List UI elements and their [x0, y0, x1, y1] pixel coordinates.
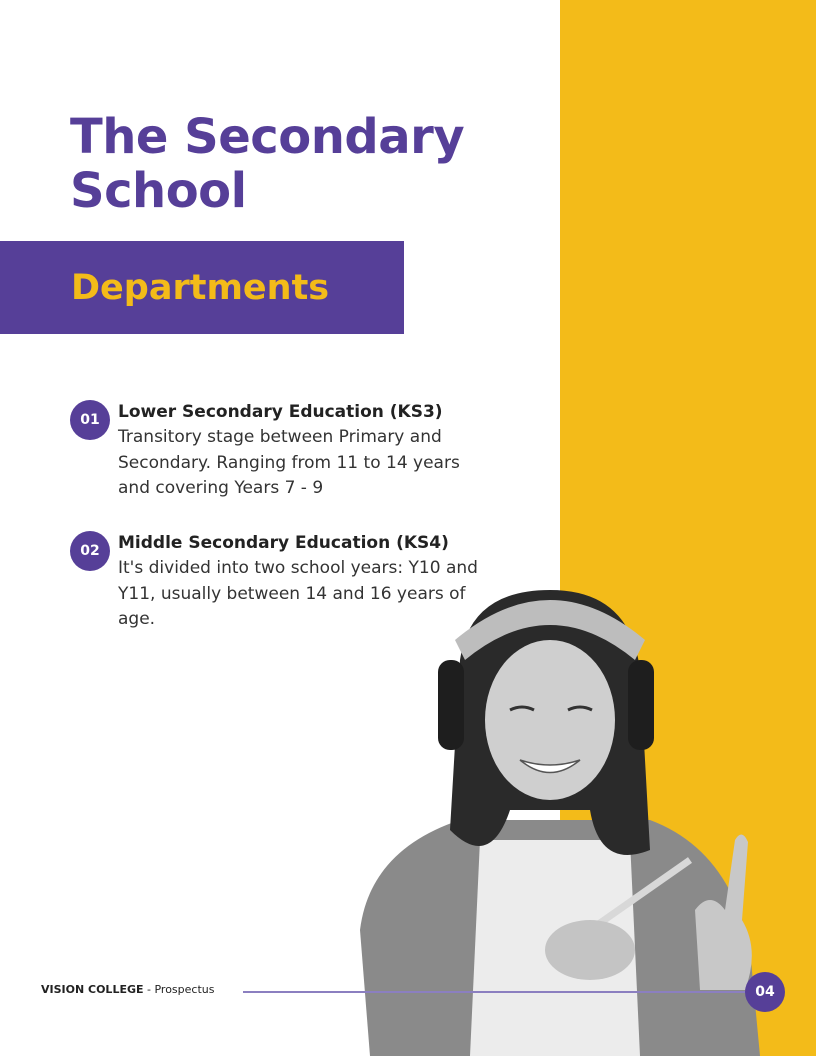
footer-doc-type: Prospectus	[154, 983, 215, 996]
item-body: Transitory stage between Primary and Secondary. Ranging from 11 to 14 years and covering Years 7 - 9	[118, 427, 460, 498]
footer-caption	[41, 983, 214, 996]
student-photo	[350, 570, 770, 1056]
list-item	[70, 400, 480, 502]
item-heading: Lower Secondary Education (KS3)	[118, 402, 443, 422]
section-label: Departments	[71, 268, 330, 308]
title-line-1: The Secondary	[70, 109, 465, 165]
number-badge: 02	[70, 531, 110, 571]
footer-divider	[243, 991, 753, 993]
number-badge: 01	[70, 400, 110, 440]
page-title	[70, 110, 464, 218]
page-number-badge: 04	[745, 972, 785, 1012]
footer-brand: VISION COLLEGE	[41, 983, 144, 996]
footer-separator: -	[143, 983, 155, 996]
item-heading: Middle Secondary Education (KS4)	[118, 533, 449, 553]
item-body: It's divided into two school years: Y10 and Y11, usually between 14 and 16 years of age.	[118, 558, 478, 629]
title-line-2: School	[70, 163, 247, 219]
